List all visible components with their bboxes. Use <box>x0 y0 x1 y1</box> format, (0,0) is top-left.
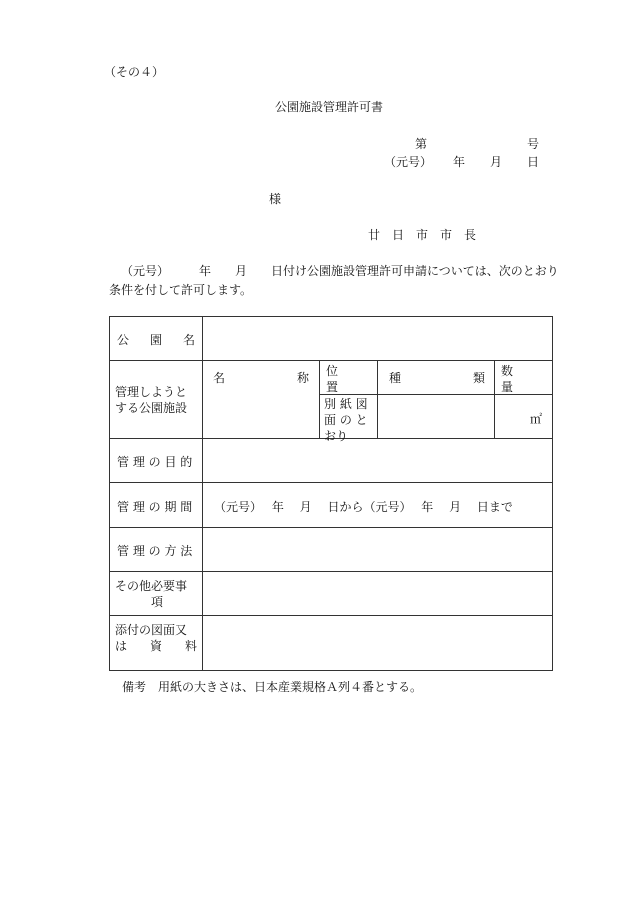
date-era: （元号） <box>384 155 433 169</box>
issuer: 廿 日 市 市 長 <box>368 228 477 242</box>
method-label: 管 理 の 方 法 <box>117 544 193 558</box>
kind-header: 種 類 <box>389 371 485 385</box>
other-label: その他必要事 項 <box>115 579 188 610</box>
period-value: （元号） 年 月 日から（元号） 年 月 日まで <box>214 500 513 514</box>
attached-label: 添付の図面又 は 資 料 <box>115 623 197 654</box>
purpose-label: 管 理 の 目 的 <box>117 455 193 469</box>
location-header: 位 置 <box>326 364 339 395</box>
document-title: 公園施設管理許可書 <box>275 100 384 114</box>
remarks-note: 備考 用紙の大きさは、日本産業規格Ａ列４番とする。 <box>122 680 423 694</box>
number-dai: 第 <box>415 137 428 151</box>
date-day: 日 <box>527 155 540 169</box>
park-name-label: 公 園 名 <box>117 333 195 347</box>
addressee-suffix: 様 <box>269 192 282 206</box>
date-year: 年 <box>453 155 466 169</box>
date-month: 月 <box>490 155 503 169</box>
body-line-1: （元号） 年 月 日付け公園施設管理許可申請については、次のとおり <box>121 264 559 278</box>
location-value: 別 紙 図 面 の と おり <box>324 397 368 444</box>
permit-table <box>109 316 553 671</box>
area-unit: ㎡ <box>530 412 543 426</box>
body-line-2: 条件を付して許可します。 <box>109 283 253 297</box>
number-gou: 号 <box>527 137 540 151</box>
form-number: （その４） <box>104 65 165 79</box>
facility-label: 管理しようと する公園施設 <box>115 385 188 416</box>
quantity-header: 数 量 <box>501 364 514 395</box>
period-label: 管 理 の 期 間 <box>117 500 193 514</box>
name-header: 名 称 <box>213 371 309 385</box>
